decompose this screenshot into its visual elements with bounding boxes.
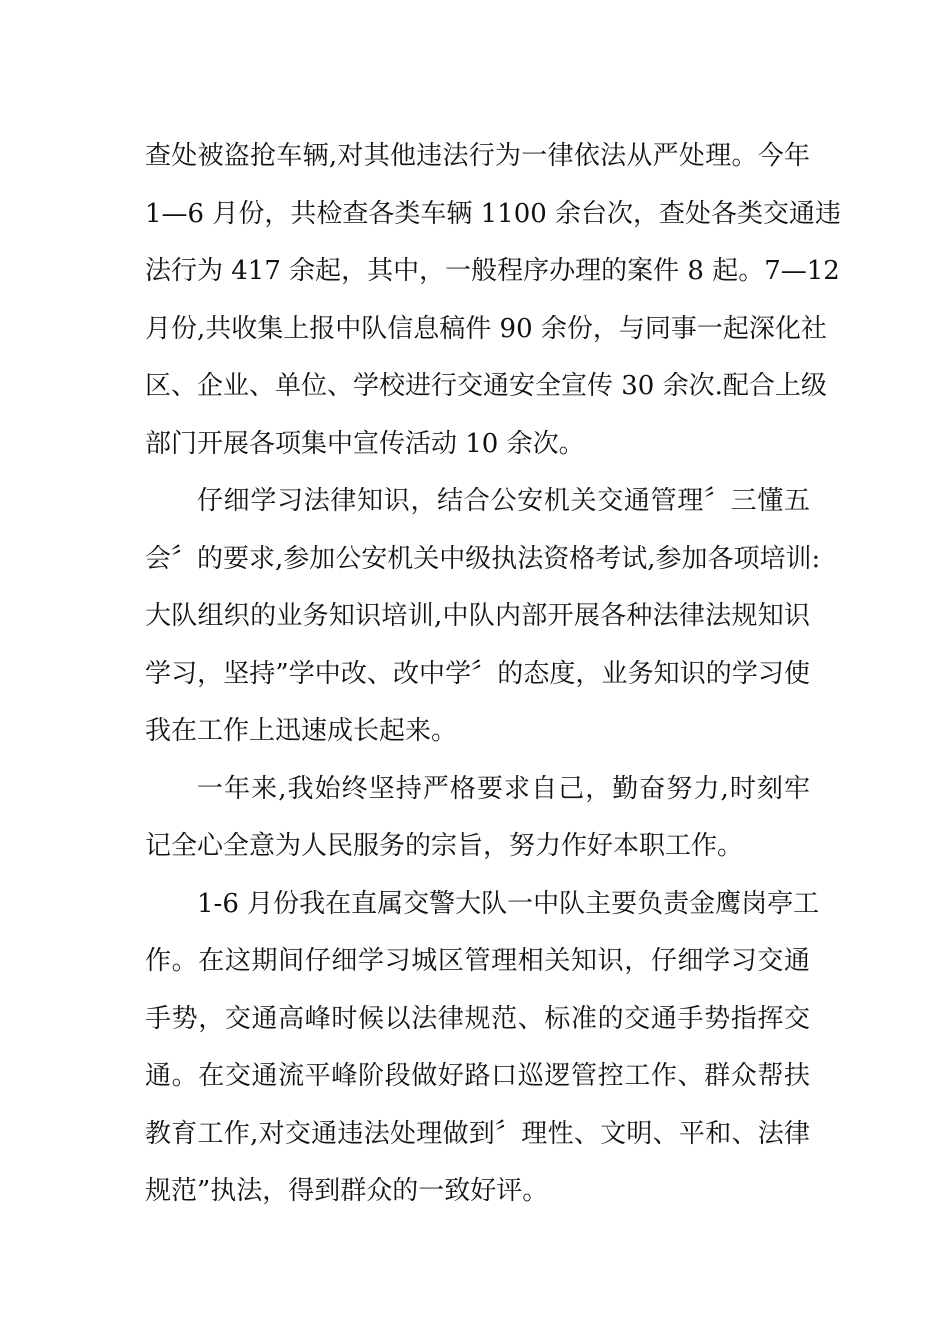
text-line: 学习，坚持”学中改、改中学〞的态度，业务知识的学习使	[145, 658, 810, 689]
text-line: 法行为 417 余起，其中，一般程序办理的案件 8 起。7—12	[145, 256, 840, 286]
text-line: 查处被盗抢车辆,对其他违法行为一律依法从严处理。今年	[145, 141, 810, 171]
paragraph-2	[145, 473, 821, 761]
paragraph-4	[145, 876, 820, 1221]
text-line: 手势，交通高峰时候以法律规范、标准的交通手势指挥交	[145, 1003, 810, 1034]
text-line: 规范”执法，得到群众的一致好评。	[145, 1176, 549, 1206]
text-line: 我在工作上迅速成长起来。	[145, 716, 458, 746]
text-line: 1—6 月份，共检查各类车辆 1100 余台次，查处各类交通违	[145, 198, 842, 229]
text-line: 一年来,我始终坚持严格要求自己，勤奋努力,时刻牢	[197, 773, 810, 804]
text-line: 仔细学习法律知识，结合公安机关交通管理〞三懂五	[197, 486, 810, 516]
paragraph-1	[145, 128, 842, 473]
text-line: 记全心全意为人民服务的宗旨，努力作好本职工作。	[145, 831, 744, 861]
text-line: 区、企业、单位、学校进行交通安全宣传 30 余次.配合上级	[145, 371, 827, 401]
text-line: 会〞的要求,参加公安机关中级执法资格考试,参加各项培训:	[145, 543, 821, 574]
text-line: 大队组织的业务知识培训,中队内部开展各种法律法规知识	[145, 601, 810, 631]
text-line: 作。在这期间仔细学习城区管理相关知识，仔细学习交通	[145, 946, 810, 976]
body-text	[145, 128, 842, 1221]
paragraph-3	[145, 761, 810, 876]
text-line: 教育工作,对交通违法处理做到〞理性、文明、平和、法律	[145, 1118, 810, 1149]
text-line: 通。在交通流平峰阶段做好路口巡逻管控工作、群众帮扶	[145, 1061, 810, 1091]
text-line: 月份,共收集上报中队信息稿件 90 余份，与同事一起深化社	[145, 313, 827, 344]
text-line: 部门开展各项集中宣传活动 10 余次。	[145, 428, 585, 459]
text-line: 1-6 月份我在直属交警大队一中队主要负责金鹰岗亭工	[197, 888, 820, 919]
